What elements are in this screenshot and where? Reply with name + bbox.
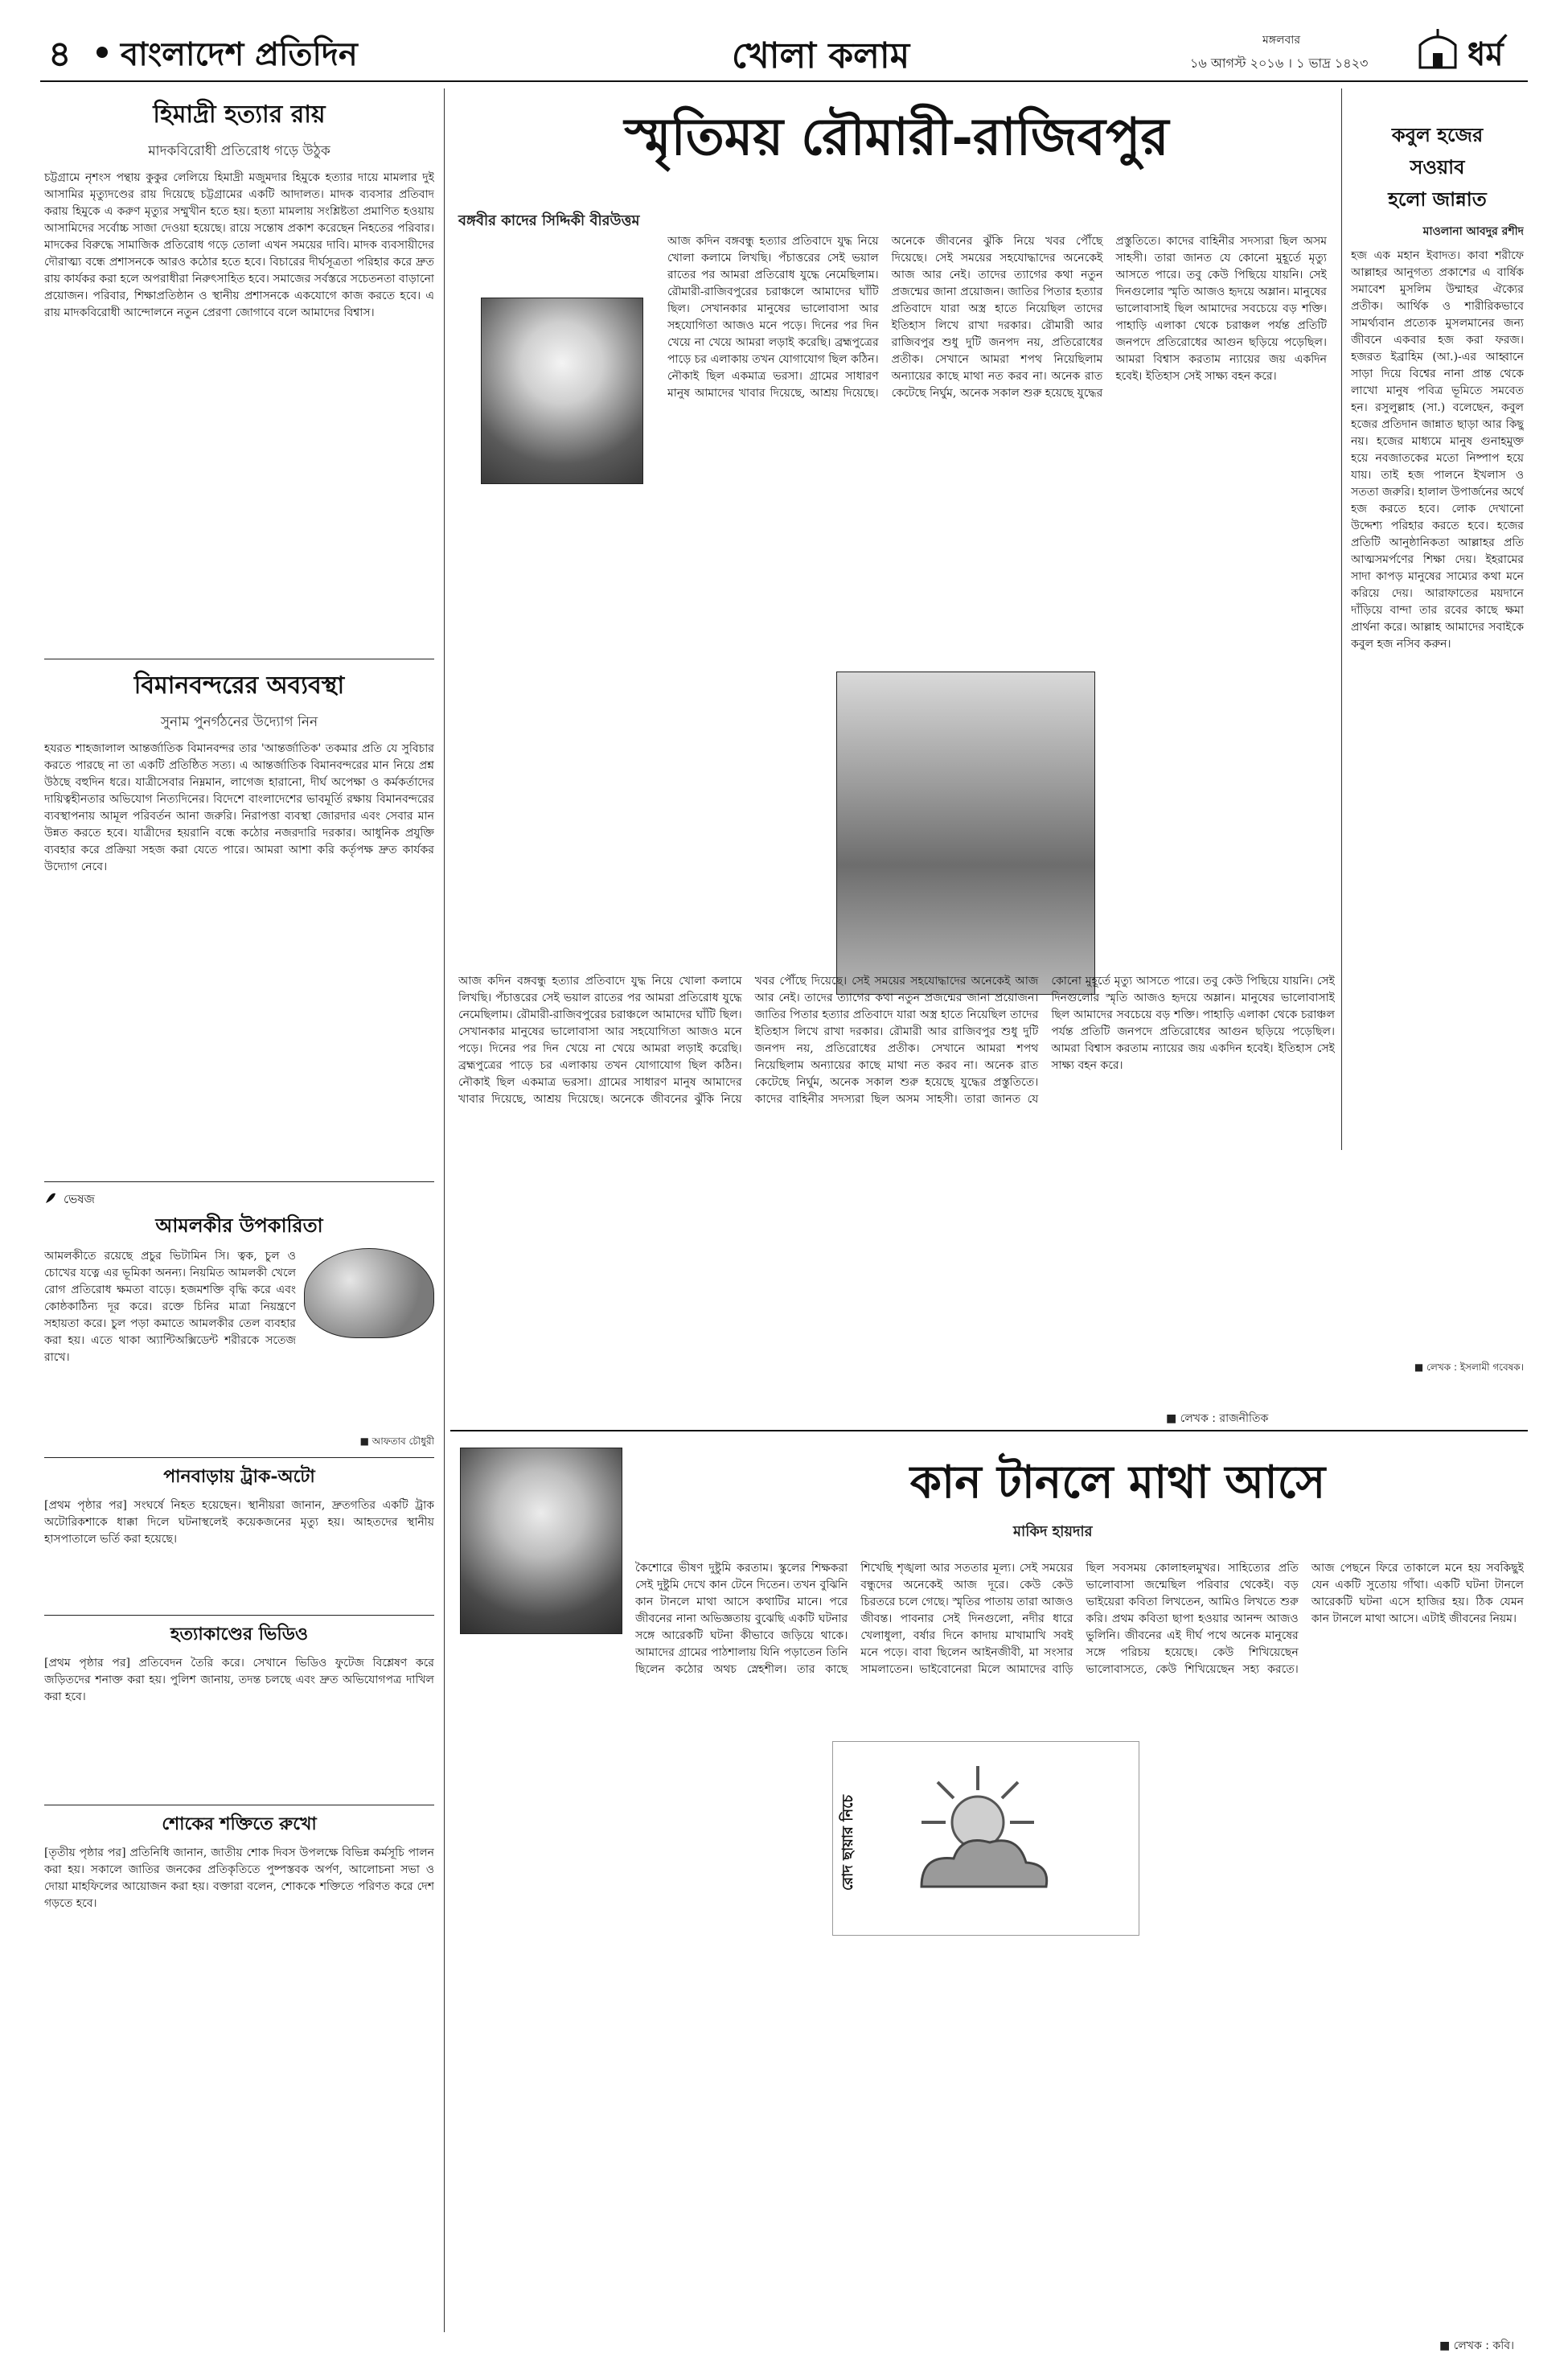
left-column xyxy=(44,90,434,2334)
bullet-icon xyxy=(96,47,108,58)
main-article-author: বঙ্গবীর কাদের সিদ্দিকী বীরউত্তম xyxy=(458,212,640,229)
amla-credit: ■ আফতাব চৌধুরী xyxy=(359,1435,434,1447)
news-3-body: [তৃতীয় পৃষ্ঠার পর] প্রতিনিধি জানান, জাতীয় শোক দিবস উপলক্ষে বিভিন্ন কর্মসূচি পালন করা হয়। সকালে জাতির জনকের প্রতিকৃতিতে পুষ্পস্তবক অর্পণ, আলোচনা সভা ও দোয়া মাহফিলের আয়োজন করা হয়। বক্তারা বলেন, শোককে শক্তিতে পরিণত করে দেশ গড়তে হবে। xyxy=(44,1846,434,1910)
second-article-footer: ■ লেখক : কবি। xyxy=(1439,2339,1514,2352)
news-1-body: [প্রথম পৃষ্ঠার পর] সংঘর্ষে নিহত হয়েছেন। স্থানীয়রা জানান, দ্রুতগতির একটি ট্রাক অটোরিকশাকে ধাক্কা দিলে ঘটনাস্থলেই কয়েকজনের মৃত্যু হয়। আহতদের স্থানীয় হাসপাতালে ভর্তি করা হয়েছে। xyxy=(44,1499,434,1546)
hajj-title-3: হলো জান্নাত xyxy=(1388,187,1487,211)
page-number: ৪ xyxy=(48,34,72,75)
mid-rule xyxy=(450,1430,1528,1431)
editorial-1-title: হিমাদ্রী হত্যার রায় xyxy=(153,101,326,129)
amla-title: আমলকীর উপকারিতা xyxy=(155,1214,323,1237)
mosque-icon xyxy=(1415,27,1460,69)
second-article-body: কৈশোরে ভীষণ দুষ্টুমি করতাম। স্কুলের শিক্ষকরা সেই দুষ্টুমি দেখে কান টেনে দিতেন। তখন বুঝিনি কান টানলে মাথা আসে কথাটির মানে। পরে জীবনের নানা অভিজ্ঞতায় বুঝেছি একটি ঘটনার সঙ্গে আরেকটি ঘটনা কীভাবে জড়িয়ে থাকে। আমাদের গ্রামের পাঠশালায় যিনি পড়াতেন তিনি ছিলেন কঠোর অথচ স্নেহশীল। তার কাছে শিখেছি শৃঙ্খলা আর সততার মূল্য। সেই সময়ের বন্ধুদের অনেকেই আজ দূরে। কেউ কেউ চিরতরে চলে গেছে। স্মৃতির পাতায় তারা আজও জীবন্ত। পাবনার সেই দিনগুলো, নদীর ধারে খেলাধুলা, বর্ষার দিনে কাদায় মাখামাখি সবই মনে পড়ে। বাবা ছিলেন আইনজীবী, মা সংসার সামলাতেন। ভাইবোনেরা মিলে আমাদের বাড়ি ছিল সবসময় কোলাহলমুখর। সাহিত্যের প্রতি ভালোবাসা জন্মেছিল পরিবার থেকেই। বড় ভাইয়েরা কবিতা লিখতেন, আমিও লিখতে শুরু করি। প্রথম কবিতা ছাপা হওয়ার আনন্দ আজও ভুলিনি। জীবনের এই দীর্ঘ পথে অনেক মানুষের সঙ্গে পরিচয় হয়েছে। কেউ শিখিয়েছেন ভালোবাসতে, কেউ শিখিয়েছেন সহ্য করতে। আজ পেছনে ফিরে তাকালে মনে হয় সবকিছুই যেন একটি সুতোয় গাঁথা। একটি ঘটনা টানলে আরেকটি ঘটনা এসে হাজির হয়। ঠিক যেমন কান টানলে মাথা আসে। এটাই জীবনের নিয়ম। xyxy=(635,1562,1524,1676)
page-header xyxy=(40,24,1528,80)
author-photo xyxy=(481,298,643,484)
main-article-body: আজ কদিন বঙ্গবন্ধু হত্যার প্রতিবাদে যুদ্ধ নিয়ে খোলা কলামে লিখছি। পঁচাত্তরের সেই ভয়াল রাতের পর আমরা প্রতিরোধ যুদ্ধে নেমেছিলাম। রৌমারী-রাজিবপুরের চরাঞ্চলে আমাদের ঘাঁটি ছিল। সেখানকার মানুষের ভালোবাসা আর সহযোগিতা আজও মনে পড়ে। দিনের পর দিন খেয়ে না খেয়ে আমরা লড়াই করেছি। ব্রহ্মপুত্রের পাড়ে চর এলাকায় তখন যোগাযোগ ছিল কঠিন। নৌকাই ছিল একমাত্র ভরসা। গ্রামের সাধারণ মানুষ আমাদের খাবার দিয়েছে, আশ্রয় দিয়েছে। অনেকে জীবনের ঝুঁকি নিয়ে খবর পৌঁছে দিয়েছে। সেই সময়ের সহযোদ্ধাদের অনেকেই আজ আর নেই। তাদের ত্যাগের কথা নতুন প্রজন্মের জানা প্রয়োজন। জাতির পিতার হত্যার প্রতিবাদে যারা অস্ত্র হাতে নিয়েছিল তাদের ইতিহাস লিখে রাখা দরকার। রৌমারী আর রাজিবপুর শুধু দুটি জনপদ নয়, প্রতিরোধের প্রতীক। সেখানে আমরা শপথ নিয়েছিলাম অন্যায়ের কাছে মাথা নত করব না। অনেক রাত কেটেছে নির্ঘুম, অনেক সকাল শুরু হয়েছে যুদ্ধের প্রস্তুতিতে। কাদের বাহিনীর সদস্যরা ছিল অসম সাহসী। তারা জানত যে কোনো মুহূর্তে মৃত্যু আসতে পারে। তবু কেউ পিছিয়ে যায়নি। সেই দিনগুলোর স্মৃতি আজও হৃদয়ে অম্লান। মানুষের ভালোবাসাই ছিল আমাদের সবচেয়ে বড় শক্তি। পাহাড়ি এলাকা থেকে চরাঞ্চল পর্যন্ত প্রতিটি জনপদে প্রতিরোধের আগুন ছড়িয়ে পড়েছিল। আমরা বিশ্বাস করতাম ন্যায়ের জয় একদিন হবেই। ইতিহাস সেই সাক্ষ্য বহন করে। xyxy=(667,235,1327,400)
news-3-title: শোকের শক্তিতে রুখো xyxy=(162,1813,317,1834)
hajj-body: হজ এক মহান ইবাদত। কাবা শরীফে আল্লাহর আনুগত্য প্রকাশের এ বার্ষিক সমাবেশ মুসলিম উম্মাহর ঐক্যের প্রতীক। আর্থিক ও শারীরিকভাবে সামর্থ্যবান প্রত্যেক মুসলমানের জন্য জীবনে একবার হজ করা ফরজ। হজরত ইব্রাহিম (আ.)-এর আহ্বানে সাড়া দিয়ে বিশ্বের নানা প্রান্ত থেকে লাখো মানুষ পবিত্র ভূমিতে সমবেত হন। রসুলুল্লাহ (সা.) বলেছেন, কবুল হজের প্রতিদান জান্নাত ছাড়া আর কিছু নয়। হজের মাধ্যমে মানুষ গুনাহমুক্ত হয়ে নবজাতকের মতো নিষ্পাপ হয়ে যায়। তাই হজ পালনে ইখলাস ও সততা জরুরি। হালাল উপার্জনের অর্থে হজ করতে হবে। লোক দেখানো উদ্দেশ্য পরিহার করতে হবে। হজের প্রতিটি আনুষ্ঠানিকতা আল্লাহর প্রতি আত্মসমর্পণের শিক্ষা দেয়। ইহরামের সাদা কাপড় মানুষের সাম্যের কথা মনে করিয়ে দেয়। আরাফাতের ময়দানে দাঁড়িয়ে বান্দা তার রবের কাছে ক্ষমা প্রার্থনা করে। আল্লাহ আমাদের সবাইকে কবুল হজ নসিব করুন। xyxy=(1351,249,1524,651)
masthead: বাংলাদেশ প্রতিদিন xyxy=(121,35,358,73)
hajj-title-2: সওয়াব xyxy=(1410,155,1465,179)
header-day: মঙ্গলবার xyxy=(1262,34,1301,47)
news-2-title: হত্যাকাণ্ডের ভিডিও xyxy=(170,1624,309,1645)
news-1-title: পানবাড়ায় ট্রাক-অটো xyxy=(163,1466,315,1487)
section-title: খোলা কলাম xyxy=(732,35,910,76)
herbal-tag: ভেষজ xyxy=(64,1192,95,1206)
poet-photo xyxy=(460,1448,622,1634)
weather-title: রোদ ছায়ার নিচে xyxy=(839,1794,857,1891)
amla-photo xyxy=(304,1248,434,1338)
second-article-title: কান টানলে মাথা আসে xyxy=(909,1456,1326,1509)
editorial-1-subtitle: মাদকবিরোধী প্রতিরোধ গড়ে উঠুক xyxy=(148,143,330,159)
main-article-body-cont: আজ কদিন বঙ্গবন্ধু হত্যার প্রতিবাদে যুদ্ধ নিয়ে খোলা কলামে লিখছি। পঁচাত্তরের সেই ভয়াল রাতের পর আমরা প্রতিরোধ যুদ্ধে নেমেছিলাম। রৌমারী-রাজিবপুরের চরাঞ্চলে আমাদের ঘাঁটি ছিল। সেখানকার মানুষের ভালোবাসা আর সহযোগিতা আজও মনে পড়ে। দিনের পর দিন খেয়ে না খেয়ে আমরা লড়াই করেছি। ব্রহ্মপুত্রের পাড়ে চর এলাকায় তখন যোগাযোগ ছিল কঠিন। নৌকাই ছিল একমাত্র ভরসা। গ্রামের সাধারণ মানুষ আমাদের খাবার দিয়েছে, আশ্রয় দিয়েছে। অনেকে জীবনের ঝুঁকি নিয়ে খবর পৌঁছে দিয়েছে। সেই সময়ের সহযোদ্ধাদের অনেকেই আজ আর নেই। তাদের ত্যাগের কথা নতুন প্রজন্মের জানা প্রয়োজন। জাতির পিতার হত্যার প্রতিবাদে যারা অস্ত্র হাতে নিয়েছিল তাদের ইতিহাস লিখে রাখা দরকার। রৌমারী আর রাজিবপুর শুধু দুটি জনপদ নয়, প্রতিরোধের প্রতীক। সেখানে আমরা শপথ নিয়েছিলাম অন্যায়ের কাছে মাথা নত করব না। অনেক রাত কেটেছে নির্ঘুম, অনেক সকাল শুরু হয়েছে যুদ্ধের প্রস্তুতিতে। কাদের বাহিনীর সদস্যরা ছিল অসম সাহসী। তারা জানত যে কোনো মুহূর্তে মৃত্যু আসতে পারে। তবু কেউ পিছিয়ে যায়নি। সেই দিনগুলোর স্মৃতি আজও হৃদয়ে অম্লান। মানুষের ভালোবাসাই ছিল আমাদের সবচেয়ে বড় শক্তি। পাহাড়ি এলাকা থেকে চরাঞ্চল পর্যন্ত প্রতিটি জনপদে প্রতিরোধের আগুন ছড়িয়ে পড়েছিল। আমরা বিশ্বাস করতাম ন্যায়ের জয় একদিন হবেই। ইতিহাস সেই সাক্ষ্য বহন করে। xyxy=(458,975,1335,1106)
header-date: ১৬ আগস্ট ২০১৬ । ১ ভাদ্র ১৪২৩ xyxy=(1190,55,1369,71)
second-article-author: মাকিদ হায়দার xyxy=(1013,1523,1093,1540)
main-article-title: স্মৃতিময় রৌমারী-রাজিবপুর xyxy=(624,107,1169,167)
news-2-body: [প্রথম পৃষ্ঠার পর] প্রতিবেদন তৈরি করে। সেখানে ভিডিও ফুটেজ বিশ্লেষণ করে জড়িতদের শনাক্ত করা হয়। পুলিশ জানায়, তদন্ত চলছে এবং দ্রুত অভিযোগপত্র দাখিল করা হবে। xyxy=(44,1657,434,1703)
right-section-title: ধর্ম xyxy=(1467,35,1504,73)
right-column xyxy=(1351,121,1524,1415)
main-article-footer: ■ লেখক : রাজনীতিক xyxy=(1166,1412,1269,1425)
sun-cloud-icon xyxy=(889,1758,1066,1919)
herb-icon xyxy=(44,1192,57,1205)
editorial-2-title: বিমানবন্দরের অব্যবস্থা xyxy=(133,672,345,700)
hajj-footer: ■ লেখক : ইসলামী গবেষক। xyxy=(1414,1362,1524,1373)
guerrilla-photo xyxy=(836,672,1095,995)
divider-right xyxy=(1341,88,1342,1150)
hajj-author: মাওলানা আবদুর রশীদ xyxy=(1422,225,1524,238)
divider-left xyxy=(444,88,445,2332)
editorial-2-subtitle: সুনাম পুনর্গঠনের উদ্যোগ নিন xyxy=(160,714,318,730)
hajj-title-1: কবুল হজের xyxy=(1391,123,1484,146)
weather-box xyxy=(832,1741,1139,1936)
header-rule xyxy=(40,80,1528,82)
amla-body: আমলকীতে রয়েছে প্রচুর ভিটামিন সি। ত্বক, চুল ও চোখের যত্নে এর ভূমিকা অনন্য। নিয়মিত আমলকী খেলে রোগ প্রতিরোধ ক্ষমতা বাড়ে। হজমশক্তি বৃদ্ধি করে এবং কোষ্ঠকাঠিন্য দূর করে। রক্তে চিনির মাত্রা নিয়ন্ত্রণে সহায়তা করে। চুল পড়া কমাতে আমলকীর তেল ব্যবহার করা হয়। এতে থাকা অ্যান্টিঅক্সিডেন্ট শরীরকে সতেজ রাখে। xyxy=(44,1250,296,1364)
editorial-1-body: চট্টগ্রামে নৃশংস পন্থায় কুকুর লেলিয়ে হিমাদ্রী মজুমদার হিমুকে হত্যার দায়ে মামলার দুই আসামির মৃত্যুদণ্ডের রায় দিয়েছে চট্টগ্রামের একটি আদালত। মাদক ব্যবসার প্রতিবাদ করায় হিমুকে এ করুণ মৃত্যুর সম্মুখীন হতে হয়। হত্যা মামলায় সংশ্লিষ্টতা প্রমাণিত হওয়ায় আসামিদের সর্বোচ্চ সাজা দেওয়া হয়েছে। রায়ে সন্তোষ প্রকাশ করেছেন নিহতের পরিবার। মাদকের বিরুদ্ধে সামাজিক প্রতিরোধ গড়ে তোলা এখন সময়ের দাবি। মাদক ব্যবসায়ীদের দৌরাত্ম্য বন্ধে প্রশাসনকে আরও কঠোর হতে হবে। বিচারের দীর্ঘসূত্রতা পরিহার করে দ্রুত রায় কার্যকর করা হলে অপরাধীরা নিরুৎসাহিত হবে। সমাজের সর্বস্তরে সচেতনতা বাড়ানো প্রয়োজন। পরিবার, শিক্ষাপ্রতিষ্ঠান ও স্থানীয় প্রশাসনকে একযোগে কাজ করতে হবে। এ রায় মাদকবিরোধী আন্দোলনে নতুন প্রেরণা জোগাবে বলে আমাদের বিশ্বাস। xyxy=(44,171,434,319)
editorial-2-body: হযরত শাহজালাল আন্তর্জাতিক বিমানবন্দর তার 'আন্তর্জাতিক' তকমার প্রতি যে সুবিচার করতে পারছে না তা একটি প্রতিষ্ঠিত সত্য। এ আন্তর্জাতিক বিমানবন্দরের মান নিয়ে প্রশ্ন উঠছে বহুদিন ধরে। যাত্রীসেবার নিম্নমান, লাগেজ হারানো, দীর্ঘ অপেক্ষা ও কর্মকর্তাদের দায়িত্বহীনতার অভিযোগ নিত্যদিনের। বিদেশে বাংলাদেশের ভাবমূর্তি রক্ষায় বিমানবন্দরের ব্যবস্থাপনায় আমূল পরিবর্তন আনা জরুরি। নিরাপত্তা ব্যবস্থা জোরদার এবং সেবার মান উন্নত করতে হবে। যাত্রীদের হয়রানি বন্ধে কঠোর নজরদারি দরকার। আধুনিক প্রযুক্তি ব্যবহার করে প্রক্রিয়া সহজ করা যেতে পারে। আমরা আশা করি কর্তৃপক্ষ দ্রুত কার্যকর উদ্যোগ নেবে। xyxy=(44,742,434,873)
